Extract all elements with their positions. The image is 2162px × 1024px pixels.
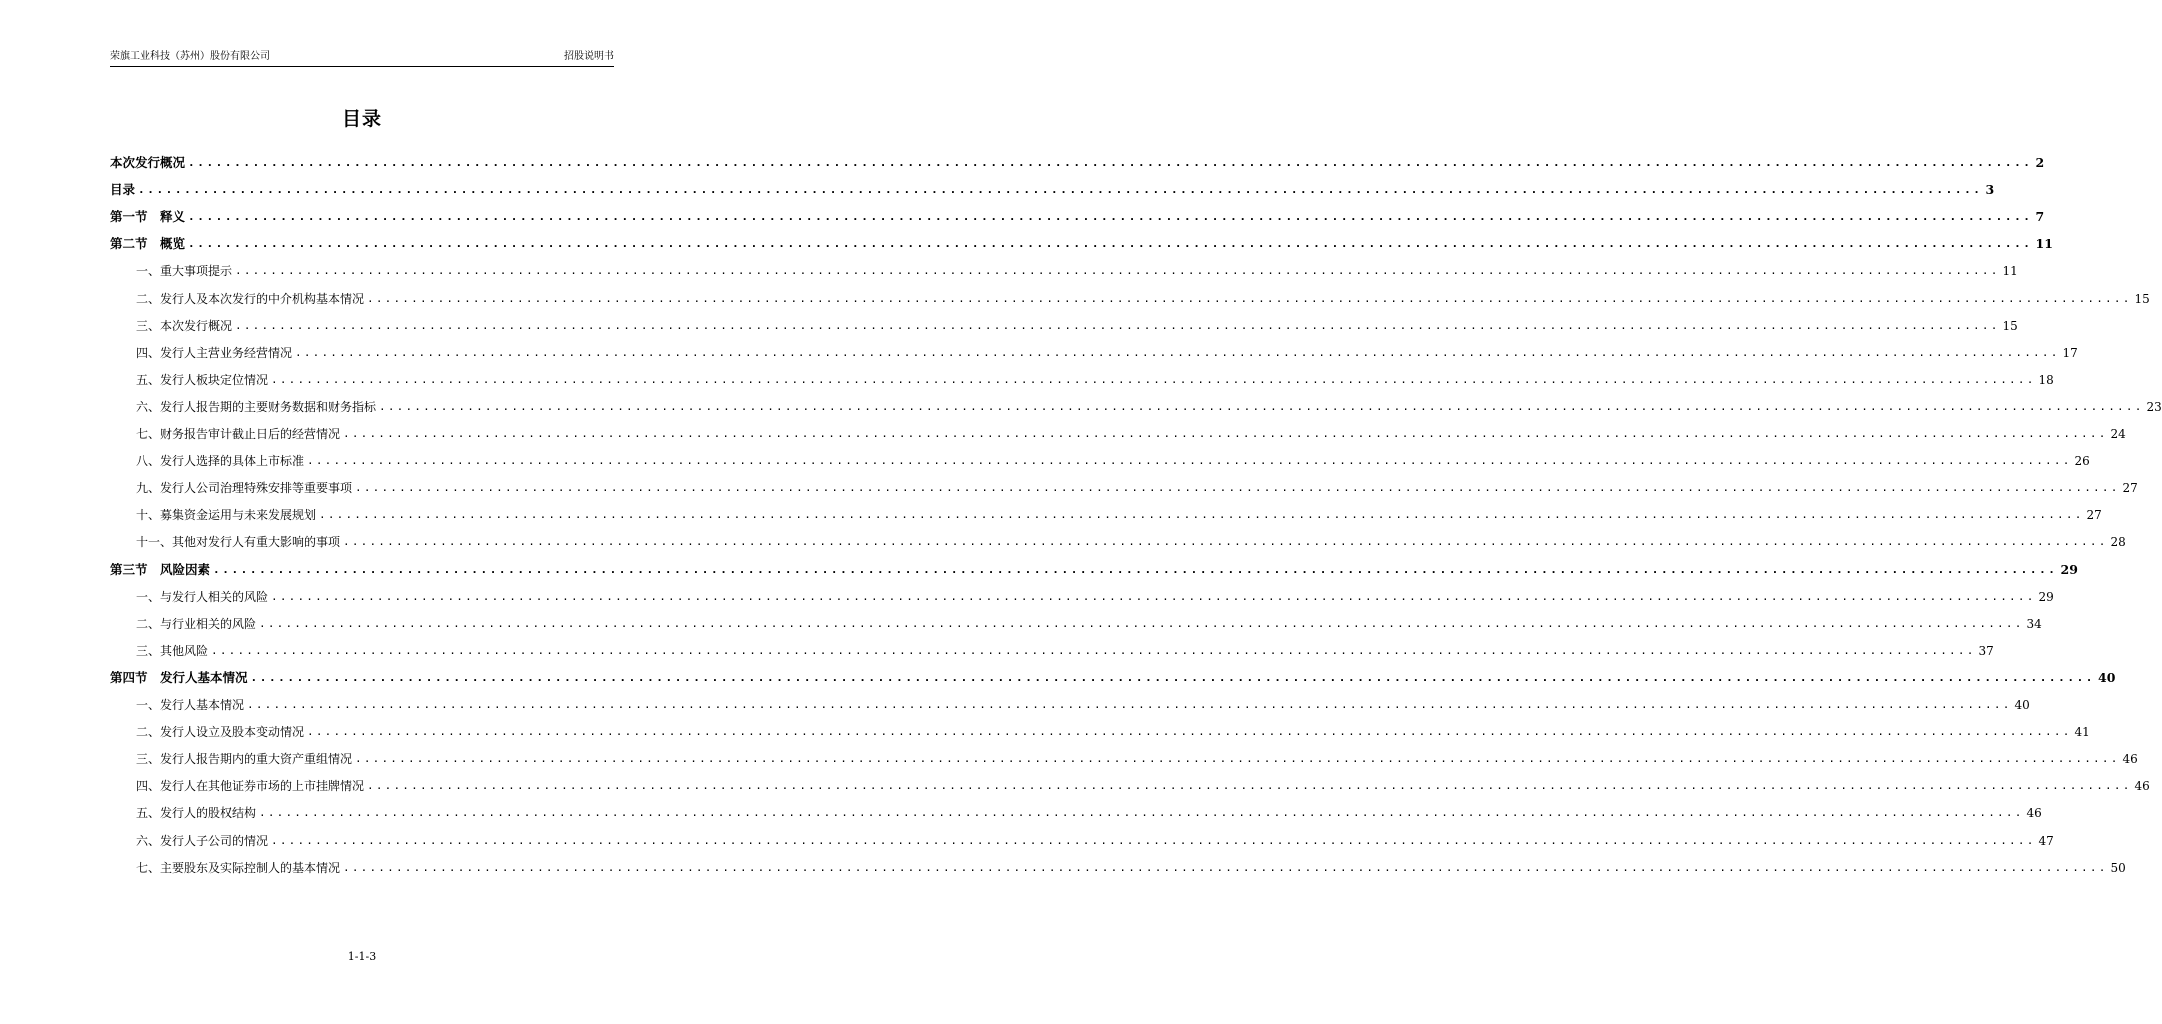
toc-entry-label: 三、本次发行概况 bbox=[136, 318, 233, 333]
toc-entry-label: 三、发行人报告期内的重大资产重组情况 bbox=[136, 752, 353, 767]
toc-entry-label: 本次发行概况 bbox=[110, 155, 186, 170]
toc-dot-leader: ........................................................................................................................................................................................................ bbox=[343, 860, 2108, 874]
toc-dot-leader: ........................................................................................................................................................................................................ bbox=[367, 779, 2132, 793]
toc-entry-page: 29 bbox=[2060, 561, 2078, 577]
toc-dot-leader: ........................................................................................................................................................................................................ bbox=[259, 806, 2024, 820]
toc-entry-page: 11 bbox=[2035, 236, 2053, 252]
toc-chapter-entry[interactable] bbox=[110, 148, 2045, 170]
toc-dot-leader: ........................................................................................................................................................................................................ bbox=[188, 237, 2033, 251]
toc-entry-page: 29 bbox=[2038, 589, 2054, 604]
toc-entry-label: 第三节 风险因素 bbox=[110, 561, 211, 577]
toc-entry-label: 五、发行人板块定位情况 bbox=[136, 372, 269, 387]
toc-entry-page: 46 bbox=[2122, 752, 2138, 767]
toc-chapter-entry[interactable] bbox=[110, 663, 2116, 685]
toc-section-entry[interactable] bbox=[110, 527, 2126, 550]
toc-section-entry[interactable] bbox=[110, 419, 2126, 441]
toc-section-entry[interactable] bbox=[110, 365, 2054, 387]
toc-dot-leader: ........................................................................................................................................................................................................ bbox=[307, 725, 2072, 739]
toc-section-entry[interactable] bbox=[110, 771, 2150, 794]
toc-entry-label: 二、发行人及本次发行的中介机构基本情况 bbox=[136, 291, 365, 306]
toc-dot-leader: ........................................................................................................................................................................................................ bbox=[307, 454, 2072, 468]
toc-section-entry[interactable] bbox=[110, 717, 2090, 740]
header-company-name: 荣旗工业科技（苏州）股份有限公司 bbox=[110, 51, 270, 62]
toc-entry-page: 15 bbox=[2002, 318, 2018, 333]
toc-entry-page: 40 bbox=[2014, 698, 2030, 712]
toc-entry-label: 三、其他风险 bbox=[136, 643, 209, 658]
toc-section-entry[interactable] bbox=[110, 744, 2138, 767]
toc-entry-page: 34 bbox=[2026, 616, 2042, 631]
toc-dot-leader: ........................................................................................................................................................................................................ bbox=[271, 833, 2036, 847]
toc-entry-page: 15 bbox=[2134, 291, 2150, 306]
toc-section-entry[interactable] bbox=[110, 256, 2018, 279]
toc-dot-leader: ........................................................................................................................................................................................................ bbox=[271, 372, 2036, 386]
toc-entry-page: 46 bbox=[2134, 779, 2150, 794]
toc-entry-label: 十、募集资金运用与未来发展规划 bbox=[136, 508, 317, 523]
toc-dot-leader: ........................................................................................................................................................................................................ bbox=[379, 399, 2144, 413]
toc-entry-label: 目录 bbox=[110, 182, 136, 198]
toc-chapter-entry[interactable] bbox=[110, 229, 2053, 252]
toc-dot-leader: ........................................................................................................................................................................................................ bbox=[355, 752, 2120, 766]
toc-entry-page: 7 bbox=[2035, 209, 2045, 225]
toc-chapter-entry[interactable] bbox=[110, 555, 2078, 577]
toc-section-entry[interactable] bbox=[110, 500, 2102, 523]
toc-entry-page: 18 bbox=[2038, 372, 2054, 387]
toc-entry-label: 七、财务报告审计截止日后的经营情况 bbox=[136, 427, 341, 441]
toc-entry-label: 第一节 释义 bbox=[110, 209, 186, 225]
toc-section-entry[interactable] bbox=[110, 338, 2078, 360]
toc-dot-leader: ........................................................................................................................................................................................................ bbox=[138, 183, 1983, 197]
toc-entry-label: 二、与行业相关的风险 bbox=[136, 616, 257, 631]
toc-dot-leader: ........................................................................................................................................................................................................ bbox=[188, 156, 2033, 169]
toc-entry-label: 一、重大事项提示 bbox=[136, 264, 233, 279]
toc-entry-page: 17 bbox=[2062, 345, 2078, 360]
toc-entry-label: 六、发行人报告期的主要财务数据和财务指标 bbox=[136, 399, 377, 414]
toc-entry-page: 41 bbox=[2074, 725, 2090, 740]
toc-dot-leader: ........................................................................................................................................................................................................ bbox=[247, 698, 2012, 711]
toc-entry-page: 11 bbox=[2002, 264, 2018, 279]
toc-entry-page: 24 bbox=[2110, 427, 2126, 441]
toc-entry-page: 50 bbox=[2110, 860, 2126, 875]
toc-dot-leader: ........................................................................................................................................................................................................ bbox=[211, 643, 1976, 657]
toc-entry-page: 28 bbox=[2110, 535, 2126, 550]
toc-section-entry[interactable] bbox=[110, 582, 2054, 604]
toc-section-entry[interactable] bbox=[110, 826, 2054, 848]
toc-entry-label: 六、发行人子公司的情况 bbox=[136, 833, 269, 848]
page-number: 1-1-3 bbox=[347, 950, 377, 963]
toc-entry-label: 五、发行人的股权结构 bbox=[136, 806, 257, 821]
toc-entry-page: 46 bbox=[2026, 806, 2042, 821]
toc-entry-page: 37 bbox=[1978, 643, 1994, 658]
toc-entry-page: 2 bbox=[2035, 155, 2045, 170]
toc-entry-page: 40 bbox=[2098, 669, 2116, 685]
toc-entry-label: 第四节 发行人基本情况 bbox=[110, 669, 248, 685]
toc-section-entry[interactable] bbox=[110, 636, 1994, 658]
toc-section-entry[interactable] bbox=[110, 609, 2042, 631]
toc-entry-label: 第二节 概览 bbox=[110, 236, 186, 252]
toc-entry-label: 七、主要股东及实际控制人的基本情况 bbox=[136, 860, 341, 875]
toc-entry-label: 四、发行人在其他证券市场的上市挂牌情况 bbox=[136, 779, 365, 794]
toc-dot-leader: ........................................................................................................................................................................................................ bbox=[319, 508, 2084, 522]
toc-entry-page: 27 bbox=[2086, 508, 2102, 523]
toc-entry-label: 四、发行人主营业务经营情况 bbox=[136, 345, 293, 360]
toc-dot-leader: ........................................................................................................................................................................................................ bbox=[271, 589, 2036, 603]
toc-entry-label: 八、发行人选择的具体上市标准 bbox=[136, 454, 305, 469]
toc-section-entry[interactable] bbox=[110, 311, 2018, 333]
toc-entry-page: 3 bbox=[1985, 182, 1995, 198]
toc-entry-label: 一、与发行人相关的风险 bbox=[136, 589, 269, 604]
toc-dot-leader: ........................................................................................................................................................................................................ bbox=[235, 318, 2000, 332]
toc-entry-page: 27 bbox=[2122, 481, 2138, 496]
toc-dot-leader: ........................................................................................................................................................................................................ bbox=[295, 345, 2060, 359]
header-document-type: 招股说明书 bbox=[564, 51, 614, 62]
toc-section-entry[interactable] bbox=[110, 690, 2030, 712]
toc-dot-leader: ........................................................................................................................................................................................................ bbox=[343, 427, 2108, 440]
toc-entry-label: 十一、其他对发行人有重大影响的事项 bbox=[136, 535, 341, 550]
toc-entry-label: 九、发行人公司治理特殊安排等重要事项 bbox=[136, 481, 353, 496]
page-header bbox=[110, 50, 614, 67]
toc-section-entry[interactable] bbox=[110, 446, 2090, 469]
page-title: 目录 bbox=[341, 108, 382, 130]
toc-dot-leader: ........................................................................................................................................................................................................ bbox=[355, 481, 2120, 495]
toc-dot-leader: ........................................................................................................................................................................................................ bbox=[343, 535, 2108, 549]
toc-section-entry[interactable] bbox=[110, 798, 2042, 821]
toc-dot-leader: ........................................................................................................................................................................................................ bbox=[188, 210, 2033, 224]
toc-section-entry[interactable] bbox=[110, 284, 2150, 306]
toc-entry-page: 47 bbox=[2038, 833, 2054, 848]
toc-entry-label: 一、发行人基本情况 bbox=[136, 698, 245, 712]
toc-section-entry[interactable] bbox=[110, 473, 2138, 496]
toc-section-entry[interactable] bbox=[110, 392, 2162, 414]
toc-dot-leader: ........................................................................................................................................................................................................ bbox=[235, 264, 2000, 278]
toc-dot-leader: ........................................................................................................................................................................................................ bbox=[250, 670, 2096, 684]
toc-dot-leader: ........................................................................................................................................................................................................ bbox=[213, 562, 2058, 576]
toc-entry-page: 26 bbox=[2074, 454, 2090, 469]
toc-section-entry[interactable] bbox=[110, 853, 2126, 875]
toc-chapter-entry[interactable] bbox=[110, 202, 2045, 225]
toc-dot-leader: ........................................................................................................................................................................................................ bbox=[259, 616, 2024, 630]
toc-entry-page: 23 bbox=[2146, 399, 2162, 414]
toc-chapter-entry[interactable] bbox=[110, 175, 1995, 198]
toc-dot-leader: ........................................................................................................................................................................................................ bbox=[367, 291, 2132, 305]
toc-entry-label: 二、发行人设立及股本变动情况 bbox=[136, 725, 305, 740]
